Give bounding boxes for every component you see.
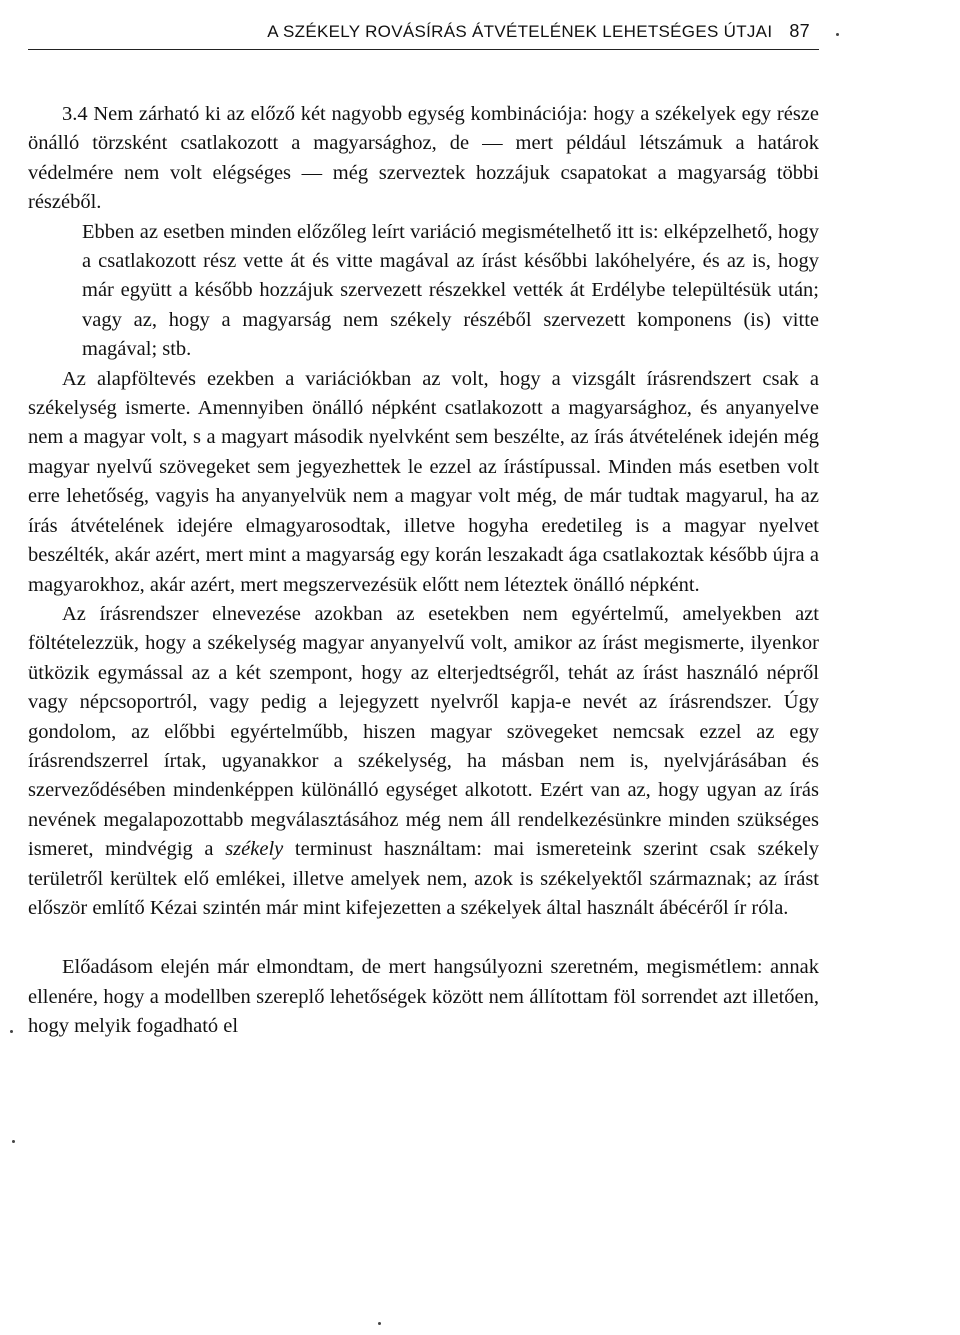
body-text <box>28 100 819 1042</box>
paragraph-variations: Ebben az esetben minden előzőleg leírt variáció megismételhető itt is: elképzelhető, hogy a csatlakozott rész vette át és vitte magával az írást későbbi lakóhelyére, és az is, hogy már együtt a később hozzájuk szervezett részekkel vették át Erdélybe települtésük után; vagy az, hogy a magyarság nem székely részéből szervezett komponens (is) vitte magával; stb. <box>82 220 819 361</box>
naming-text-continued: terminust használtam: mai ismereteink szerint csak székely területről kerültek elő emlékei, illetve amelyek nem, azok is székelyektől származnak; az írást először említő Kézai szintén már mint kifejezetten a székelyek által használt ábécéről ír róla. <box>28 838 820 919</box>
running-header <box>250 16 810 46</box>
scan-speck <box>378 1322 381 1325</box>
paragraph-3-4: 3.4 Nem zárható ki az előző két nagyobb egység kombinációja: hogy a székelyek egy része önálló törzsként csatlakozott a magyarsághoz, de — mert például létszámuk a határok védelmére nem volt elégséges — még szerveztek hozzájuk csapatokat a magyarság többi részéből. <box>28 103 819 214</box>
naming-text: Az írásrendszer elnevezése azokban az esetekben nem egyértelmű, amelyekben azt föltételezzük, hogy a székelység magyar anyanyelvű volt, amikor az írást megismerte, ilyenkor ütközik egymással az a két szempont, hogy az elterjedtségről, tehát az írást használó népről vagy népcsoportról, vagy pedig a lejegyzett nyelvről kapja-e nevét az írásrendszer. Úgy gondolom, az előbbi egyértelműbb, hiszen magyar szövegeket nemcsak ezzel az egy írásrendszerrel írtak, ugyanakkor a székelység, ha másban nem is, nyelvjárásában és szerveződésében mindenképpen különálló egységet alkotott. Ezért van az, hogy ugyan az írás nevének megalapozottabb megválasztásához még nem áll rendelkezésünkre minden szükséges ismeret, mindvégig a <box>28 602 819 861</box>
running-title: A SZÉKELY ROVÁSÍRÁS ÁTVÉTELÉNEK LEHETSÉGES ÚTJAI <box>267 22 773 41</box>
italic-term: székely <box>225 838 284 861</box>
paragraph-naming <box>28 600 819 923</box>
scan-speck <box>10 1030 13 1033</box>
scan-speck <box>836 33 839 36</box>
page-number: 87 <box>789 21 810 41</box>
paragraph-assumption: Az alapföltevés ezekben a variációkban az volt, hogy a vizsgált írásrendszert csak a székelység ismerte. Amennyiben önálló népként csatlakozott a magyarsághoz, és anyanyelve nem a magyar volt, s a magyart második nyelvként sem beszélte, az írás átvételének idején még magyar nyelvű szövegeket sem jegyezhettek le ezzel az írástípussal. Minden más esetben volt erre lehetőség, vagyis ha anyanyelvük nem a magyar volt még, de már tudtak magyarul, ha az írás átvételének idejére elmagyarosodtak, illetve hogyha eredetileg is a magyar nyelvet beszélték, akár azért, mert mint a magyarság egy korán leszakadt ága csatlakoztak később újra a magyarokhoz, akár azért, mert megszervezésük előtt nem léteztek önálló népként. <box>28 367 819 596</box>
paragraph-presentation: Előadásom elején már elmondtam, de mert hangsúlyozni szeretném, megismétlem: annak ellenére, hogy a modellben szereplő lehetőségek között nem állítottam föl sorrendet azt illetően, hogy melyik fogadható el <box>28 956 819 1038</box>
paragraph-gap <box>28 923 819 953</box>
scan-speck <box>12 1140 15 1143</box>
header-rule <box>28 49 819 50</box>
